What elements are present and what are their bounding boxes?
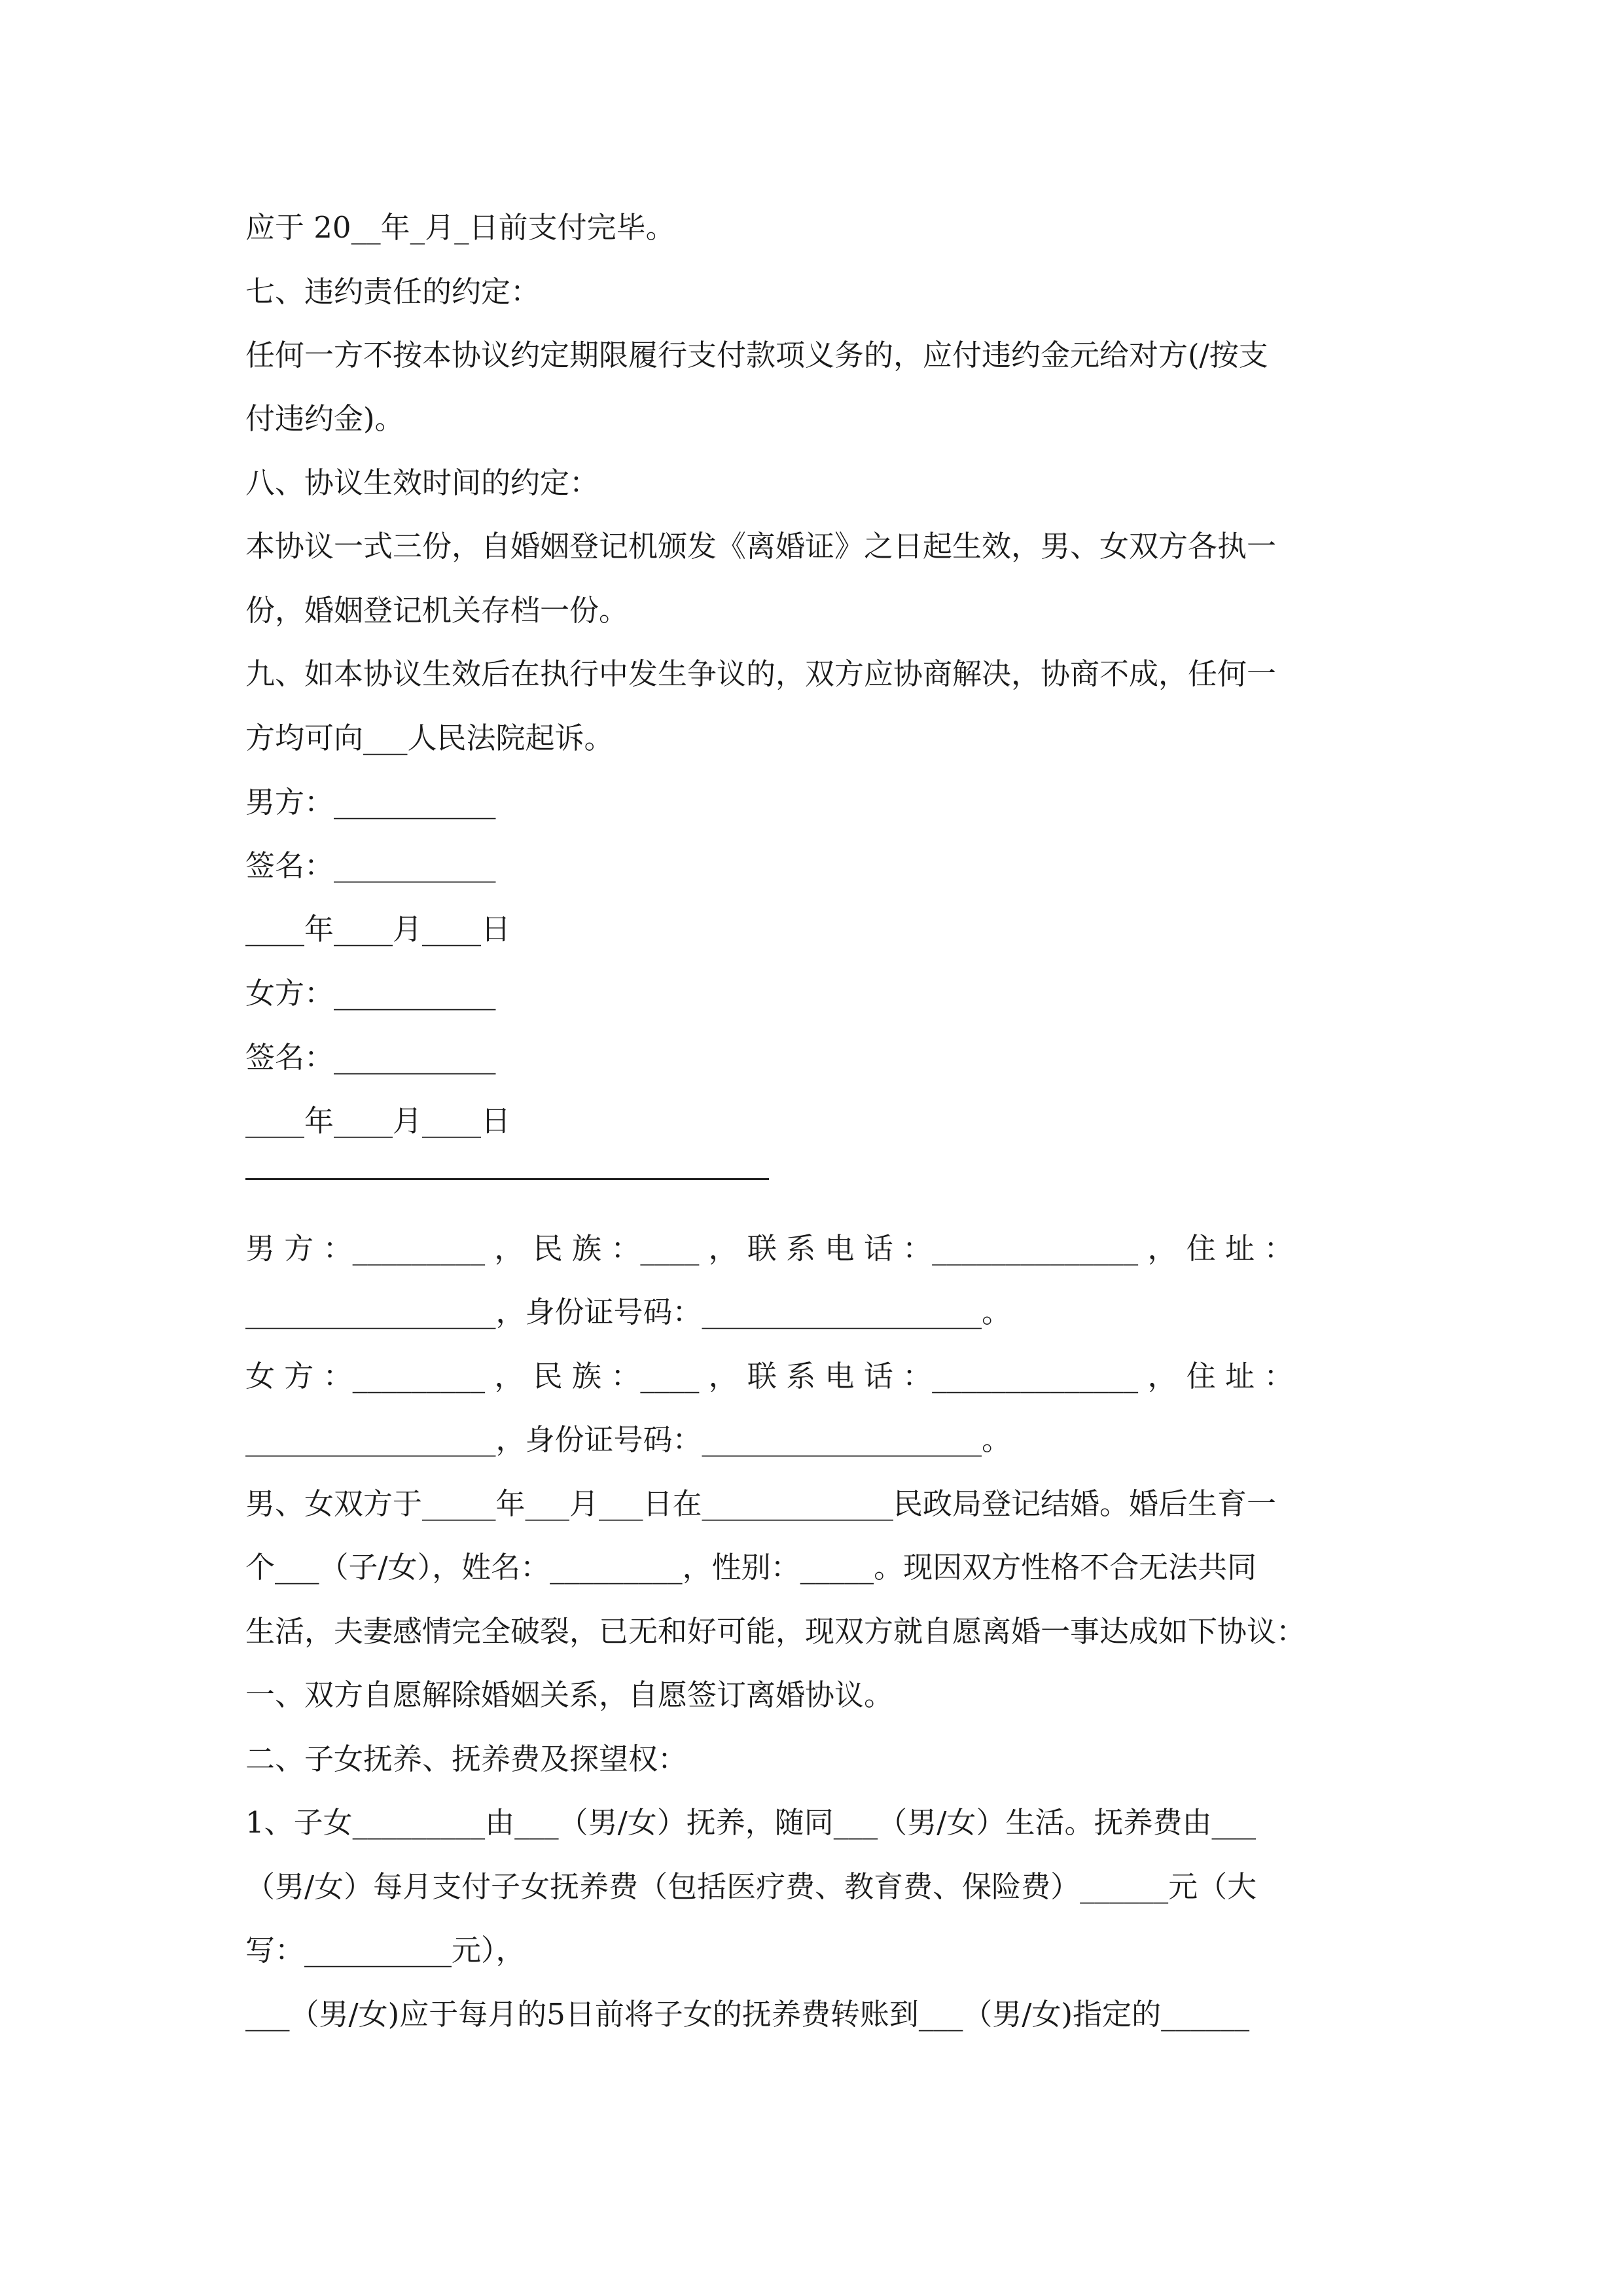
signature-field: 女方：___________ — [245, 976, 496, 1011]
text-line: 个___（子/女），姓名：_________，性别：_____。现因双方性格不合无法共同 — [245, 1550, 1257, 1585]
text-line: 份，婚姻登记机关存档一份。 — [245, 593, 629, 628]
text-line: （男/女）每月支付子女抚养费（包括医疗费、教育费、保险费）______元（大 — [245, 1869, 1257, 1904]
date-field: ____年____月____日 — [245, 1103, 511, 1138]
text-line: _________________，身份证号码：___________________。 — [245, 1295, 1012, 1329]
section-heading: 二、子女抚养、抚养费及探望权： — [245, 1742, 688, 1776]
text-line: _________________，身份证号码：___________________。 — [245, 1422, 1012, 1457]
text-line: ___（男/女)应于每月的5日前将子女的抚养费转账到___（男/女)指定的______ — [245, 1997, 1250, 2032]
text-line: 写：__________元）， — [245, 1933, 526, 1967]
text-line: 生活，夫妻感情完全破裂，已无和好可能，现双方就自愿离婚一事达成如下协议： — [245, 1614, 1306, 1649]
signature-field: 男方：___________ — [245, 785, 496, 819]
text-line: 应于 20__年_月_日前支付完毕。 — [245, 210, 675, 245]
text-line: 1、子女_________由___（男/女）抚养，随同___（男/女）生活。抚养费由___ — [245, 1805, 1256, 1840]
signature-field: 签名：___________ — [245, 848, 496, 883]
text-line: 女 方 ：_________ ， 民 族 ：____ ， 联 系 电 话 ：______________ ， 住 址 ： — [245, 1359, 1294, 1393]
text-line: 九、如本协议生效后在执行中发生争议的，双方应协商解决，协商不成，任何一 — [245, 656, 1277, 691]
section-divider — [245, 1178, 769, 1180]
text-line: 男、女双方于_____年___月___日在_____________民政局登记结婚。婚后生育一 — [245, 1486, 1277, 1521]
signature-field: 签名：___________ — [245, 1040, 496, 1075]
date-field: ____年____月____日 — [245, 912, 511, 946]
text-line: 本协议一式三份，自婚姻登记机颁发《离婚证》之日起生效，男、女双方各执一 — [245, 529, 1277, 564]
text-line: 方均可向___人民法院起诉。 — [245, 721, 614, 755]
section-heading: 七、违约责任的约定： — [245, 274, 541, 309]
text-line: 付违约金)。 — [245, 401, 404, 436]
text-line: 任何一方不按本协议约定期限履行支付款项义务的，应付违约金元给对方(/按支 — [245, 338, 1268, 372]
section-heading: 八、协议生效时间的约定： — [245, 465, 599, 500]
section-heading: 一、双方自愿解除婚姻关系，自愿签订离婚协议。 — [245, 1677, 894, 1712]
text-line: 男 方 ：_________ ， 民 族 ：____ ， 联 系 电 话 ：______________ ， 住 址 ： — [245, 1231, 1294, 1266]
